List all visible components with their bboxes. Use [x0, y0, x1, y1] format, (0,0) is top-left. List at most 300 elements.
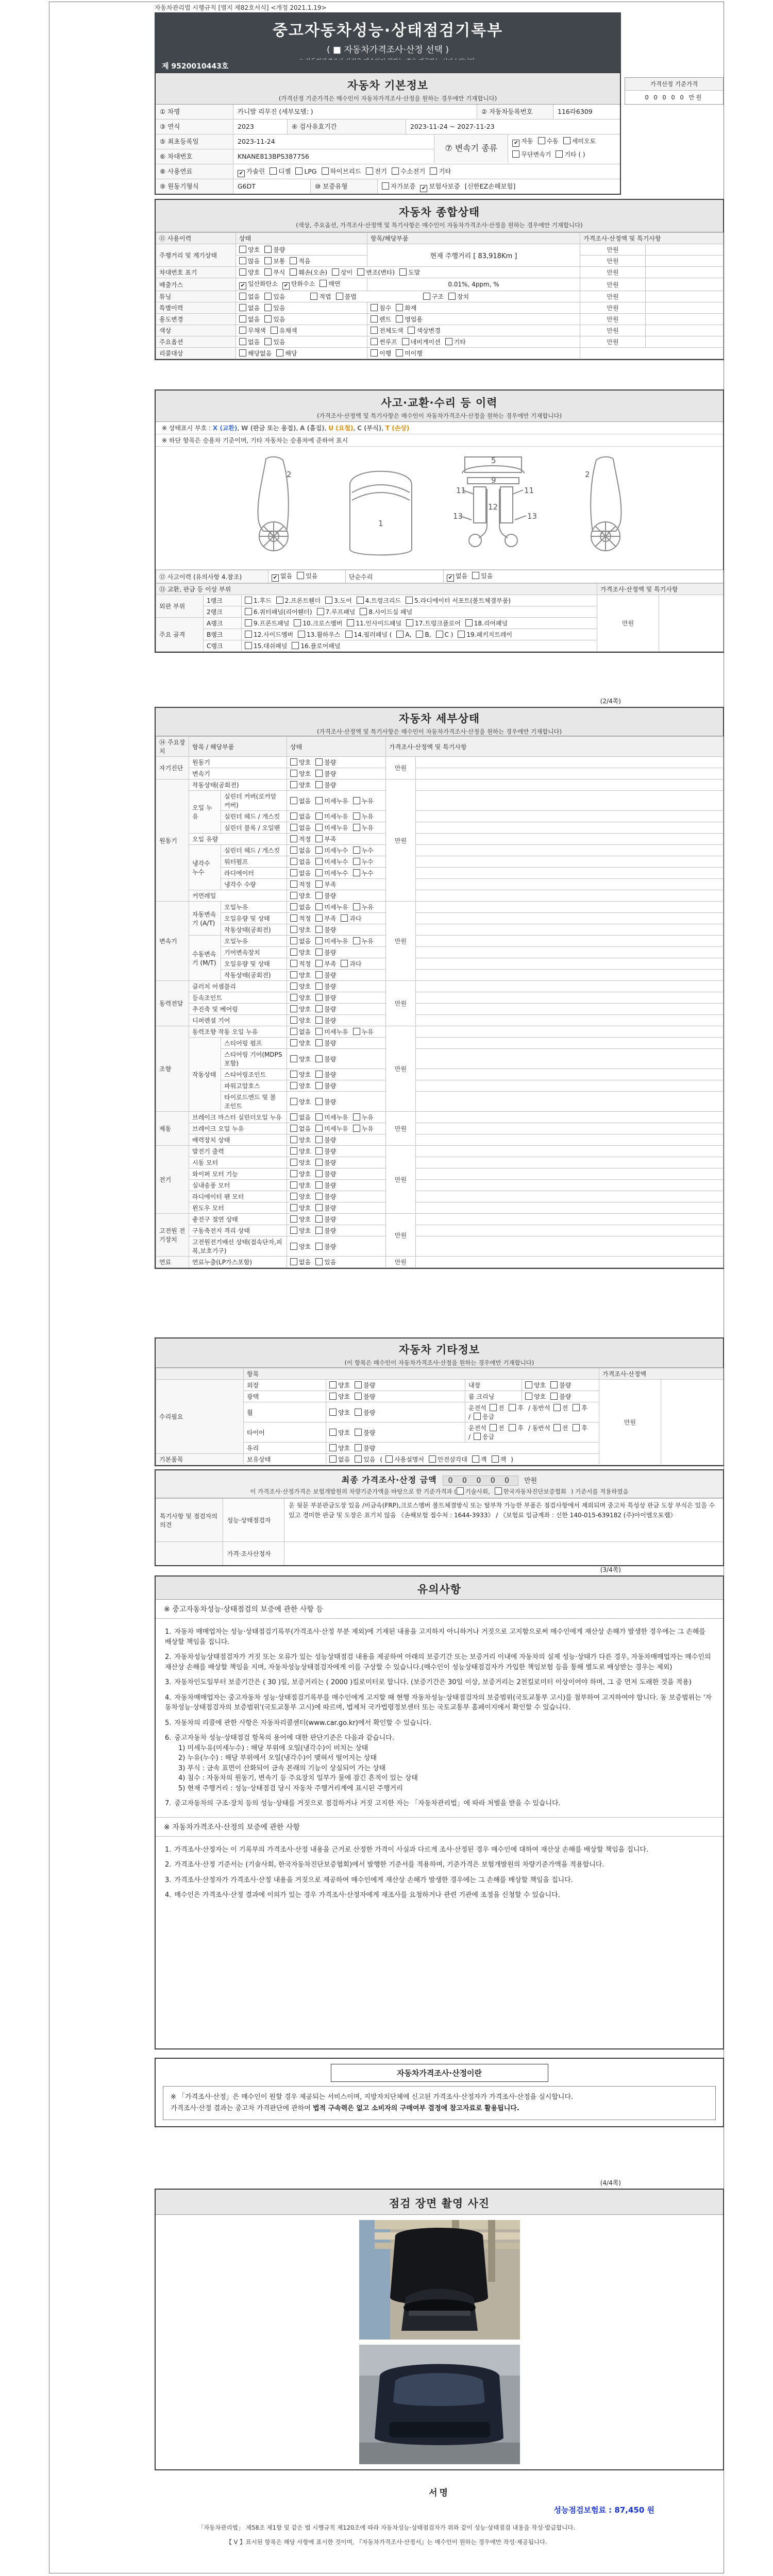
checkbox-option: 18.리어패널: [465, 619, 508, 628]
checkbox-option: 양호: [290, 1158, 311, 1167]
table-cell: [242, 629, 597, 640]
checkbox-icon: [399, 268, 407, 276]
table-cell: 1랭크: [204, 595, 242, 606]
checkbox-icon: [406, 597, 413, 604]
checkbox-option: 전: [490, 1423, 505, 1432]
checkbox-icon: [315, 994, 323, 1001]
other-info-table: [156, 1368, 724, 1465]
checkbox-option: 세미오토: [563, 134, 596, 148]
checkbox-option: 불량: [315, 1070, 336, 1079]
checkbox-option: 미세누유: [315, 812, 348, 821]
symbol-t: T (손상): [385, 425, 410, 432]
row-label-cell: 배출가스: [156, 278, 236, 291]
detail-condition-section: [155, 707, 724, 1269]
checkbox-icon: [315, 1071, 323, 1078]
checkbox-option: 불량: [315, 1226, 336, 1235]
checkbox-option: 불량: [315, 1181, 336, 1190]
validity-label: ④ 검사유효기간: [287, 120, 406, 134]
checkbox-icon: [458, 631, 465, 638]
checkbox-icon: [315, 971, 323, 978]
checkbox-icon: [315, 1055, 323, 1062]
checkbox-icon: [353, 869, 360, 876]
table-cell: [416, 1015, 724, 1026]
notice-subitem: 5) 현재 주행거리 : 성능·상태점검 당시 자동차 주행거리계에 표시된 주행거리: [178, 1784, 403, 1792]
price-amount-cell: 만원: [580, 325, 646, 336]
table-cell: [287, 757, 386, 768]
checkbox-icon: [239, 327, 246, 334]
checkbox-icon: [416, 631, 423, 638]
checkbox-option: 양호: [290, 948, 311, 957]
price-survey-info-line2: 가격조사·산정 결과는 중고차 가격판단에 관하여 법적 구속력은 없고 소비자의 구매여부 결정에 참고자료로 활용됩니다.: [171, 2105, 519, 2113]
checkbox-option: 도말: [399, 268, 420, 277]
table-cell: 스티어링 기어(MDPS포함): [221, 1049, 287, 1069]
table-cell: [580, 348, 724, 359]
table-cell: [236, 267, 580, 278]
table-cell: [236, 291, 580, 302]
checkbox-icon: [271, 327, 278, 334]
checkbox-option: 불량: [264, 245, 285, 254]
checkbox-option: 11.인사이드패널: [347, 619, 401, 628]
table-cell: [659, 595, 724, 652]
checkbox-icon: [290, 797, 297, 804]
table-cell: [287, 1168, 386, 1180]
svg-text:2: 2: [286, 470, 292, 479]
checkbox-option: 양호: [290, 1192, 311, 1201]
table-cell: 외장: [244, 1380, 326, 1391]
checkbox-option: 적정: [290, 835, 311, 843]
table-cell: [326, 1391, 465, 1402]
accident-flag-table: [156, 570, 724, 583]
checkbox-icon: [270, 167, 277, 175]
checkbox-icon: [315, 1113, 323, 1121]
option-text: 운전석: [468, 1425, 486, 1432]
checkbox-icon: [290, 994, 297, 1001]
svg-text:5: 5: [491, 455, 496, 465]
checkbox-icon: [290, 1227, 297, 1234]
checkbox-icon: [290, 1243, 297, 1250]
table-cell: [287, 1214, 386, 1225]
table-cell: [416, 1257, 724, 1268]
basic-info-heading: [156, 73, 620, 105]
table-cell: 자동변속기 (A/T): [189, 902, 221, 936]
final-price-band: [156, 1470, 723, 1498]
checkbox-option: 12.사이드멤버: [245, 630, 293, 639]
checkbox-icon: [315, 781, 323, 788]
checkbox-icon: [336, 293, 343, 300]
checkbox-icon: [315, 1181, 323, 1189]
checkbox-option: 양호: [290, 769, 311, 778]
checkbox-icon: [315, 1016, 323, 1024]
checkbox-icon: [290, 1098, 297, 1105]
table-cell: [416, 1080, 724, 1092]
notice-sec2-items: [156, 1837, 723, 1909]
checkbox-option: 미세누수: [315, 846, 348, 855]
checkbox-option: 19.패키지트레이: [458, 630, 512, 639]
checkbox-option: 응급: [474, 1432, 494, 1441]
checkbox-icon: [297, 572, 304, 579]
checkbox-option: 불량: [315, 993, 336, 1002]
checkbox-option: 영업용: [396, 315, 423, 324]
checkbox-icon: [290, 1215, 297, 1223]
svg-text:9: 9: [491, 475, 496, 485]
checkbox-icon: [264, 304, 272, 311]
table-cell: [236, 314, 367, 325]
checkbox-option: 기술사회,: [457, 1487, 490, 1496]
price-base-box: [625, 77, 724, 105]
table-cell: 윈도우 모터: [189, 1202, 287, 1214]
checkbox-option: 해당: [276, 349, 297, 358]
checkbox-option: 2.프론트휀더: [276, 596, 321, 605]
car-name-value: 카니발 리무진 (세부모델: ): [233, 105, 477, 119]
checkbox-icon: [264, 293, 272, 300]
checkbox-option: 있음: [264, 303, 285, 312]
detail-heading: [156, 708, 723, 736]
photo-heading: [156, 2190, 723, 2215]
table-cell: 고전원전기배선 상태(접속단자,피복,보호기구): [189, 1236, 287, 1257]
checkbox-option: 미세누유: [315, 903, 348, 911]
checkbox-option: 양호: [290, 925, 311, 934]
checkbox-icon: [245, 631, 252, 638]
checkbox-option: 전: [490, 1403, 505, 1412]
transmission-options: [508, 134, 620, 163]
checkbox-icon: [290, 1113, 297, 1121]
checkbox-icon: [353, 903, 360, 910]
table-cell: 스티어링조인트: [221, 1069, 287, 1080]
symbol-w: W (판금 또는 용접): [241, 425, 296, 432]
symbol-x: X (교환): [212, 425, 238, 432]
table-cell: 광택: [244, 1391, 326, 1402]
accident-heading: [156, 391, 723, 422]
checkbox-icon: [423, 293, 430, 300]
table-cell: ⑬ 교환, 판금 등 이상 부위: [156, 584, 597, 595]
table-cell: [416, 1038, 724, 1049]
table-cell: [287, 1134, 386, 1146]
checkbox-option: 없음: [239, 337, 260, 346]
first-reg-value: 2023-11-24: [233, 134, 434, 149]
checkbox-option: 해당없음: [239, 349, 272, 358]
checkbox-option: 불량: [315, 769, 336, 778]
checkbox-option: 누유: [353, 796, 374, 805]
checkbox-option: 없음: [290, 1258, 311, 1266]
table-cell: [416, 834, 724, 845]
notice-item: 2. 자동차성능상태점검자가 거짓 또는 오류가 있는 성능상태점검 내용을 제공하여 아래의 보증기간 또는 보증거리 이내에 자동차의 실제 성능·상태가 다른 경우, 자동차매매업자는 매수인의 재산상 손해를 배상할 책임을 지며, 자동차성능상태점검자에게 이를 구상할 수 있습니다.(매수인이 성능상태점검자가 가입한 책임보험 등을 통해 별도로 배상받는 경우는 제외): [165, 1653, 711, 1671]
checkbox-option: 전: [553, 1423, 568, 1432]
table-cell: [416, 1236, 724, 1257]
notice-subitem: 4) 침수 : 자동차의 원동기, 변속기 등 주요장치 일부가 물에 잠긴 흔적이 있는 상태: [178, 1774, 418, 1782]
checked-checkbox-icon: ✔: [447, 574, 454, 582]
table-cell: [326, 1422, 465, 1443]
car-underbody-diagram: [447, 453, 540, 564]
table-cell: 0.01%, 4ppm, %: [367, 278, 580, 291]
checkbox-option: 불량: [315, 891, 336, 900]
row-label-cell: 주요 골격: [156, 618, 204, 652]
table-cell: 추진축 및 베어링: [189, 1004, 287, 1015]
checkbox-icon: [329, 1444, 337, 1451]
table-cell: B랭크: [204, 629, 242, 640]
checkbox-option: 없음: [290, 903, 311, 911]
checkbox-icon: [315, 982, 323, 990]
checkbox-option: 양호: [290, 1070, 311, 1079]
checkbox-option: 불량: [315, 1016, 336, 1025]
checkbox-option: 없음: [239, 292, 260, 301]
table-cell: [242, 640, 597, 652]
checkbox-icon: [315, 812, 323, 820]
checkbox-option: 과다: [341, 914, 361, 923]
checkbox-icon: [276, 349, 283, 357]
checkbox-icon: [396, 631, 404, 638]
table-cell: ⑭ 주요장치: [156, 737, 189, 757]
car-diagrams: [156, 447, 723, 570]
checkbox-option: 양호: [290, 1204, 311, 1212]
table-cell: [287, 947, 386, 958]
table-cell: 실린더 블록 / 오일팬: [221, 822, 287, 834]
final-price-digits: 0 0 0 0 0: [443, 1476, 518, 1486]
table-cell: [287, 1049, 386, 1069]
checkbox-option: 후: [573, 1403, 587, 1412]
panel-rank-table: [156, 583, 724, 652]
checkbox-option: 불량: [315, 1215, 336, 1224]
table-cell: [287, 1026, 386, 1038]
checkbox-option: 17.트렁크플로어: [406, 619, 461, 628]
checkbox-option: 누유: [353, 1113, 374, 1122]
checkbox-option: 불량: [315, 1170, 336, 1178]
checkbox-option: 사용설명서: [385, 1455, 424, 1464]
table-cell: [242, 595, 597, 606]
checkbox-icon: [290, 1039, 297, 1046]
checkbox-option: 후: [509, 1403, 524, 1412]
checkbox-icon: [492, 1455, 499, 1463]
other-heading: [156, 1338, 723, 1368]
symbol-a: A (흠집): [300, 425, 325, 432]
checkbox-option: 기타 ( ): [556, 148, 585, 161]
checkbox-icon: [320, 280, 327, 287]
checkbox-icon: [353, 1028, 360, 1035]
checkbox-icon: [332, 268, 339, 276]
table-cell: 내장: [465, 1380, 522, 1391]
passenger-car-note: ※ 하단 항목은 승용차 기준이며, 기타 자동차는 승용차에 준하여 표시: [156, 434, 723, 447]
table-cell: 휠: [244, 1402, 326, 1422]
detail-subtitle: (가격조사·산정액 및 특기사항은 매수인이 자동차가격조사·산정을 원하는 경우에만 기재합니다): [316, 728, 562, 735]
table-cell: [367, 314, 580, 325]
checkbox-icon: [315, 797, 323, 804]
table-cell: ⑪ 사용이력: [156, 233, 236, 244]
checkbox-option: 화재: [396, 303, 416, 312]
checkbox-icon: [315, 948, 323, 956]
table-cell: 가격조사·산정액 및 특기사항: [597, 584, 724, 595]
checkbox-icon: [245, 642, 252, 649]
checkbox-icon: [245, 597, 252, 604]
table-cell: 브레이크 오일 누유: [189, 1123, 287, 1134]
checkbox-option: 양호: [290, 1242, 311, 1251]
option-text: 운전석: [468, 1404, 486, 1412]
checkbox-option: 전: [553, 1403, 568, 1412]
sign-area: [155, 2485, 724, 2515]
table-cell: 발전기 출력: [189, 1146, 287, 1157]
table-cell: 가격조사·산정액 및 특기사항: [580, 233, 724, 244]
table-cell: [416, 868, 724, 879]
price-amount-cell: 만원: [580, 291, 646, 302]
checkbox-option: 3.도어: [325, 596, 352, 605]
first-reg-label: ⑤ 최초등록일: [156, 134, 233, 149]
table-cell: C랭크: [204, 640, 242, 652]
warranty-type-label: ⑩ 보증유형: [310, 179, 377, 194]
table-cell: 가격조사·산정액 및 특기사항: [386, 737, 724, 757]
document-title-band: [155, 12, 621, 60]
price-amount-cell: 만원: [386, 1112, 416, 1146]
accident-title: 사고·교환·수리 등 이력: [381, 397, 498, 409]
checkbox-option: 누수: [353, 846, 374, 855]
engine-type-value: G6DT: [233, 179, 310, 194]
page-marker-2: (2/4쪽): [600, 698, 621, 705]
notice-sec1-title: ※ 중고자동차성능·상태점검의 보증에 관한 사항 등: [156, 1600, 723, 1619]
table-cell: [465, 1402, 599, 1422]
checkbox-icon: [341, 914, 348, 922]
table-cell: 실내송풍 모터: [189, 1180, 287, 1191]
checkbox-icon: [472, 572, 479, 579]
table-cell: [236, 256, 367, 267]
row-label-cell: 자기진단: [156, 757, 189, 779]
checkbox-option: 있음: [297, 571, 317, 580]
reg-no-label: ② 자동차등록번호: [477, 105, 553, 119]
checkbox-icon: [345, 631, 352, 638]
notice-item: 6. 중고자동차 성능·상태점검 항목의 용어에 대한 판단기준은 다음과 같습니다. 1) 미세누유(미세누수) : 해당 부위에 오일(냉각수)이 비치는 상태 2) 누유(누수) : 해당 부위에서 오일(냉각수)이 맺혀서 떨어지는 상태 3) 부식 : 금속 표면이 산화되어 금속 본래의 기능이 상실되어 가는 상태 4) 침수 : 자동차의 원동기, 변속기 등 주요장치 일부가 물에 잠긴 흔적이 있는 상태 5) 현재 주행거리 : 성능·상태점검 당시 자동차 주행거리계에 표시된 주행거리: [165, 1733, 714, 1793]
checkbox-option: ✔ 가솔린: [238, 164, 265, 178]
table-cell: [416, 981, 724, 992]
checkbox-option: 변조(변타): [357, 268, 395, 277]
row-label-cell: 차대번호 표기: [156, 267, 236, 278]
checkbox-option: 없음: [290, 869, 311, 877]
table-cell: [287, 834, 386, 845]
table-cell: [287, 1004, 386, 1015]
checkbox-icon: [553, 1424, 561, 1431]
checkbox-icon: [315, 770, 323, 777]
checkbox-option: 불량: [315, 948, 336, 957]
checkbox-option: 부족: [315, 914, 336, 923]
table-cell: [416, 1202, 724, 1214]
table-cell: 오일유량 및 상태: [221, 958, 287, 970]
checkbox-option: 네비게이션: [402, 337, 441, 346]
table-cell: [416, 970, 724, 981]
row-label-cell: 튜닝: [156, 291, 236, 302]
checkbox-option: 적정: [290, 914, 311, 923]
checkbox-option: 불량: [550, 1381, 571, 1389]
price-amount-cell: 만원: [580, 302, 646, 314]
checkbox-option: 잭: [472, 1455, 487, 1464]
table-cell: [287, 856, 386, 868]
notice-item: 3. 가격조사·산정자가 가격조사·산정 내용을 거짓으로 제공하여 매수인에게 재산상 손해가 발생한 경우에는 그 손해를 배상할 책임을 집니다.: [165, 1876, 573, 1884]
checkbox-option: 기타: [445, 337, 466, 346]
table-cell: 룸 크리닝: [465, 1391, 522, 1402]
price-amount-cell: 만원: [580, 278, 646, 291]
checkbox-option: 장치: [448, 292, 469, 301]
overall-subtitle: (색상, 주요옵션, 가격조사·산정액 및 특기사항은 매수인이 자동차가격조사·산정을 원하는 경우에만 기재합니다): [296, 222, 583, 229]
table-cell: 변속기: [189, 768, 287, 779]
checkbox-icon: [429, 1455, 436, 1463]
notice-sec2-title: ※ 자동차가격조사·산정의 보증에 관한 사항: [156, 1817, 723, 1837]
notice-item: 5. 자동차의 리콜에 관한 사항은 자동차리콜센터(www.car.go.kr)에서 확인할 수 있습니다.: [165, 1719, 432, 1727]
checkbox-option: 훼손(오손): [290, 268, 327, 277]
checkbox-icon: [490, 1404, 497, 1411]
checkbox-option: 14.필러패널 (: [345, 630, 392, 639]
other-subtitle: (이 항목은 매수인이 자동차가격조사·산정을 원하는 경우에만 기재합니다): [344, 1359, 534, 1366]
checkbox-option: 전기: [366, 164, 387, 178]
checkbox-icon: [573, 1424, 580, 1431]
table-cell: [416, 845, 724, 856]
table-cell: 실린더 헤드 / 개스킷: [221, 845, 287, 856]
checkbox-icon: [239, 246, 246, 253]
appraiser-label: 가격·조사산정자: [223, 1541, 284, 1565]
table-cell: 오일누유: [221, 936, 287, 947]
final-price-label: 최종 가격조사·산정 금액: [341, 1475, 437, 1485]
checkbox-option: 부족: [315, 959, 336, 968]
table-cell: 작동상태(공회전): [189, 779, 287, 791]
price-survey-info-line1: ※ 「가격조사·산정」은 매수인이 원할 경우 제공되는 서비스이며, 지방자치단체에 신고된 가격조사·산정자가 가격조사·산정을 실시합니다.: [171, 2093, 574, 2101]
checkbox-icon: [465, 619, 473, 626]
checkbox-icon: [264, 315, 272, 323]
final-price-section: [155, 1469, 724, 1566]
table-cell: [416, 811, 724, 822]
checkbox-icon: [290, 846, 297, 854]
sign-label: 서명: [429, 2488, 450, 2498]
table-cell: [236, 348, 367, 359]
checkbox-icon: [315, 824, 323, 831]
table-cell: [287, 1112, 386, 1123]
row-label-cell: 색상: [156, 325, 236, 336]
overall-title: 자동차 종합상태: [398, 206, 480, 218]
checkbox-option: 양호: [290, 982, 311, 991]
table-cell: [416, 791, 724, 811]
checkbox-option: 과다: [341, 959, 361, 968]
checkbox-option: 기타: [430, 164, 451, 178]
checkbox-option: 양호: [239, 245, 260, 254]
checkbox-option: 양호: [290, 1039, 311, 1047]
checkbox-option: 수동: [538, 134, 559, 148]
checkbox-option: 없음: [290, 846, 311, 855]
checkbox-icon: [474, 1413, 481, 1420]
notice-item: 4. 자동차매매업자는 중고자동차 성능·상태점검기록부를 매수인에게 고지할 때 현행 자동차성능·상태점검자의 보증범위(국토교통부 고시)를 첨부하여 고지하여야 합니다. 동 보증범위는 '자동차성능·상태점검자의 보증범위'(국토교통부 고시)에 따르며, 법제처 국가법령정보센터 또는 국토교통부 홈페이지에서 확인할 수 있습니다.: [165, 1693, 712, 1711]
inspector-label: 성능·상태점검자: [223, 1498, 284, 1541]
table-cell: 연료누출(LP가스포함): [189, 1257, 287, 1268]
checkbox-option: 후: [509, 1423, 524, 1432]
table-cell: [416, 1191, 724, 1202]
checkbox-option: 불량: [315, 1158, 336, 1167]
checkbox-icon: [315, 1204, 323, 1211]
checkbox-icon: [245, 619, 252, 626]
checkbox-option: 있음: [315, 1258, 336, 1266]
checkbox-icon: [290, 1204, 297, 1211]
checkbox-icon: [315, 1028, 323, 1035]
checkbox-icon: [402, 338, 409, 345]
notice-subitem: 1) 미세누유(미세누수) : 해당 부위에 오일(냉각수)이 비치는 상태: [178, 1744, 368, 1752]
price-amount-cell: 만원: [386, 1146, 416, 1214]
row-label-cell: 주요옵션: [156, 336, 236, 348]
table-cell: [661, 1380, 724, 1465]
checked-checkbox-icon: ✔: [512, 140, 519, 147]
table-cell: [287, 981, 386, 992]
checkbox-option: 양호: [290, 891, 311, 900]
checkbox-option: 누유: [353, 823, 374, 832]
checkbox-option: 양호: [290, 1215, 311, 1224]
table-cell: [416, 879, 724, 890]
checkbox-icon: [553, 1404, 561, 1411]
checkbox-option: 미이행: [396, 349, 423, 358]
price-amount-cell: 만원: [386, 902, 416, 981]
checkbox-option: 디젤: [270, 164, 291, 178]
table-cell: [287, 1123, 386, 1134]
checkbox-icon: [315, 1170, 323, 1177]
checkbox-option: 불량: [355, 1428, 375, 1437]
row-label-cell: 제동: [156, 1112, 189, 1146]
